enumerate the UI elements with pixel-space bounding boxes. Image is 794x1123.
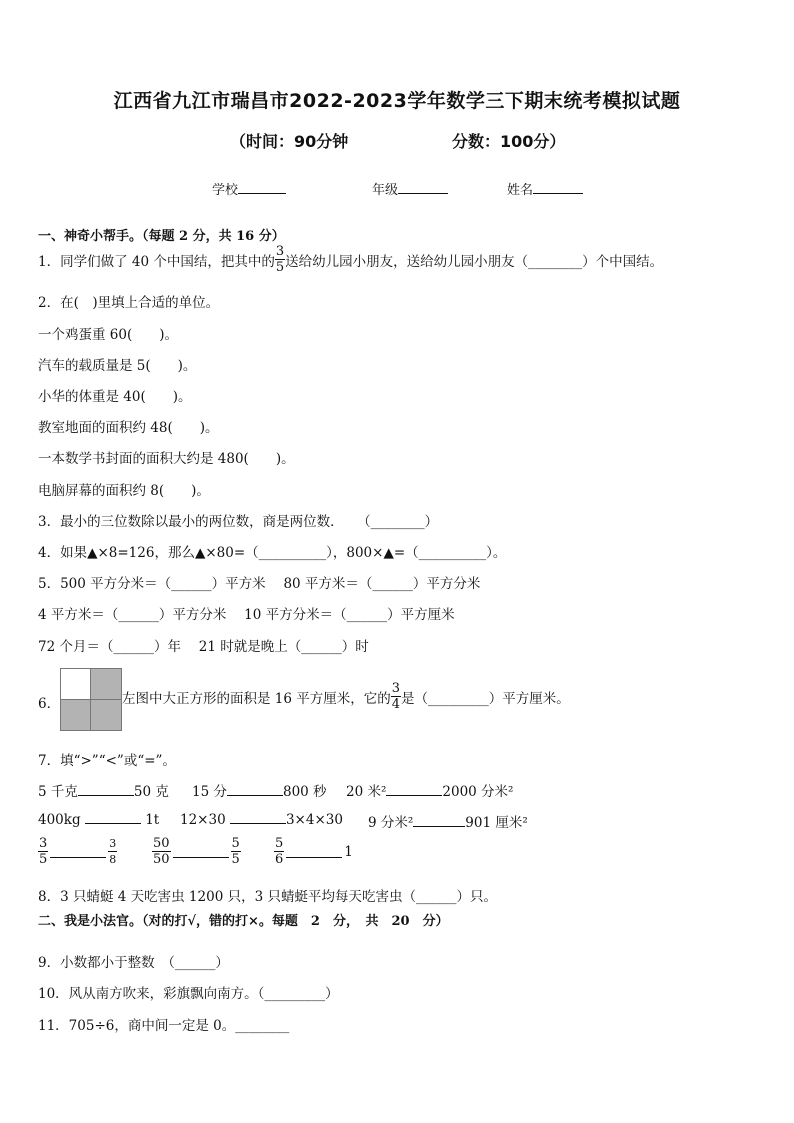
- q6-number: 6．: [38, 696, 61, 712]
- q7-compare-row: [368, 811, 528, 831]
- q7-blank[interactable]: [78, 783, 134, 796]
- q7-blank[interactable]: [173, 845, 229, 858]
- question-5-row1: 5．500 平方分米＝（______）平方米 80 平方米＝（______）平方分米: [38, 576, 481, 592]
- question-10: 10．风从南方吹来，彩旗飘向南方。（_________）: [38, 986, 339, 1002]
- frac-den: 5: [231, 852, 240, 867]
- q7-compare-row: [192, 780, 327, 800]
- q7-right-value: 800 秒: [282, 784, 327, 800]
- q7-fraction-row: [274, 836, 353, 867]
- q7-blank[interactable]: [413, 814, 465, 827]
- q7-fraction: [152, 836, 171, 867]
- question-2-stem: 2．在( )里填上合适的单位。: [38, 295, 220, 311]
- q7-right-value: 3×4×30: [285, 812, 343, 828]
- name-blank[interactable]: [533, 181, 583, 194]
- q7-right-value: 901 厘米²: [465, 815, 528, 831]
- question-6: [122, 681, 570, 712]
- q2-item: 小华的体重是 40( )。: [38, 389, 192, 405]
- name-field: [507, 179, 583, 198]
- q7-fraction: [108, 836, 117, 867]
- q7-blank[interactable]: [85, 811, 141, 824]
- q7-compare-row: [180, 811, 343, 828]
- q1-text-before: 1．同学们做了 40 个中国结，把其中的: [38, 253, 275, 270]
- question-5-row2: 4 平方米＝（______）平方分米 10 平方分米＝（______）平方厘米: [38, 607, 455, 623]
- frac-num: 3: [39, 836, 48, 851]
- frac-den: 50: [153, 852, 170, 867]
- q7-fraction-row: [152, 836, 241, 867]
- q7-left-value: 5 千克: [38, 784, 78, 800]
- q7-blank[interactable]: [286, 845, 342, 858]
- q6-frac-den: 4: [391, 697, 401, 712]
- square-cell-shaded: [90, 668, 122, 700]
- frac-den: 5: [39, 852, 48, 867]
- q6-frac-num: 3: [391, 681, 401, 696]
- q7-blank[interactable]: [50, 845, 106, 858]
- square-cell-shaded: [60, 699, 91, 731]
- school-label: 学校: [212, 183, 239, 198]
- school-field: [212, 179, 286, 198]
- q7-left-value: 15 分: [192, 784, 227, 800]
- question-5-row3: 72 个月＝（______）年 21 时就是晚上（______）时: [38, 639, 369, 655]
- q7-right-value: 1: [344, 843, 353, 860]
- q6-text-before: 左图中大正方形的面积是 16 平方厘米，它的: [122, 690, 391, 707]
- q7-blank[interactable]: [230, 811, 286, 824]
- q2-item: 汽车的载质量是 5( )。: [38, 358, 197, 374]
- question-11: 11．705÷6，商中间一定是 0。________: [38, 1018, 290, 1034]
- q7-right-value: 1t: [145, 812, 160, 828]
- grade-label: 年级: [372, 183, 399, 198]
- q7-compare-row: [346, 780, 513, 800]
- question-8: 8．3 只蜻蜓 4 天吃害虫 1200 只，3 只蜻蜓平均每天吃害虫（______）只。: [38, 889, 497, 905]
- frac-num: 5: [275, 836, 284, 851]
- q7-fraction: [231, 836, 241, 867]
- q7-blank[interactable]: [386, 783, 442, 796]
- school-blank[interactable]: [238, 181, 286, 194]
- q7-left-value: 9 分米²: [368, 815, 414, 831]
- question-1: [38, 244, 663, 275]
- q2-item: 电脑屏幕的面积约 8( )。: [38, 483, 210, 499]
- question-9: 9．小数都小于整数 （______）: [38, 955, 229, 971]
- q1-frac-num: 3: [275, 244, 285, 259]
- q7-right-value: 2000 分米²: [442, 784, 514, 800]
- exam-title: 江西省九江市瑞昌市2022-2023学年数学三下期末统考模拟试题: [113, 90, 681, 112]
- exam-time: （时间：90分钟: [230, 132, 349, 151]
- q1-frac-den: 5: [275, 260, 285, 275]
- question-4: 4．如果▲×8=126，那么▲×80=（__________），800×▲=（__________）。: [38, 545, 507, 561]
- q7-left-value: 400kg: [38, 812, 81, 828]
- exam-score: 分数：100分）: [452, 132, 566, 151]
- q7-fraction-row: [38, 836, 117, 867]
- q2-item: 一本数学书封面的面积大约是 480( )。: [38, 451, 295, 467]
- q7-fraction: [274, 836, 284, 867]
- q7-compare-row: [38, 780, 169, 800]
- square-cell-white: [60, 668, 91, 700]
- q6-fraction: [391, 681, 401, 712]
- q2-item: 教室地面的面积约 48( )。: [38, 420, 219, 436]
- section2-heading: 二、我是小法官。（对的打√，错的打×。每题 2 分， 共 20 分）: [38, 914, 449, 929]
- frac-den: 8: [109, 853, 117, 866]
- square-cell-shaded: [90, 699, 122, 731]
- q7-fraction: [38, 836, 48, 867]
- frac-num: 50: [153, 836, 170, 851]
- q7-compare-row: [38, 811, 159, 828]
- question-3: 3．最小的三位数除以最小的两位数，商是两位数． （________）: [38, 514, 439, 530]
- frac-den: 6: [275, 852, 284, 867]
- grade-blank[interactable]: [398, 181, 448, 194]
- frac-num: 5: [231, 836, 240, 851]
- q2-item: 一个鸡蛋重 60( )。: [38, 327, 179, 343]
- q6-text-after: 是（_________）平方厘米。: [401, 690, 570, 707]
- frac-num: 3: [109, 837, 117, 850]
- q7-left-value: 20 米²: [346, 784, 387, 800]
- q7-left-value: 12×30: [180, 812, 226, 828]
- q1-text-after: 送给幼儿园小朋友，送给幼儿园小朋友（________）个中国结。: [285, 253, 664, 270]
- name-label: 姓名: [507, 183, 534, 198]
- q7-blank[interactable]: [227, 783, 283, 796]
- q1-fraction: [275, 244, 285, 275]
- question-7-stem: 7．填“>”“<”或“=”。: [38, 753, 176, 769]
- section1-heading: 一、神奇小帮手。（每题 2 分，共 16 分）: [38, 229, 285, 244]
- q7-right-value: 50 克: [133, 784, 169, 800]
- grade-field: [372, 179, 448, 198]
